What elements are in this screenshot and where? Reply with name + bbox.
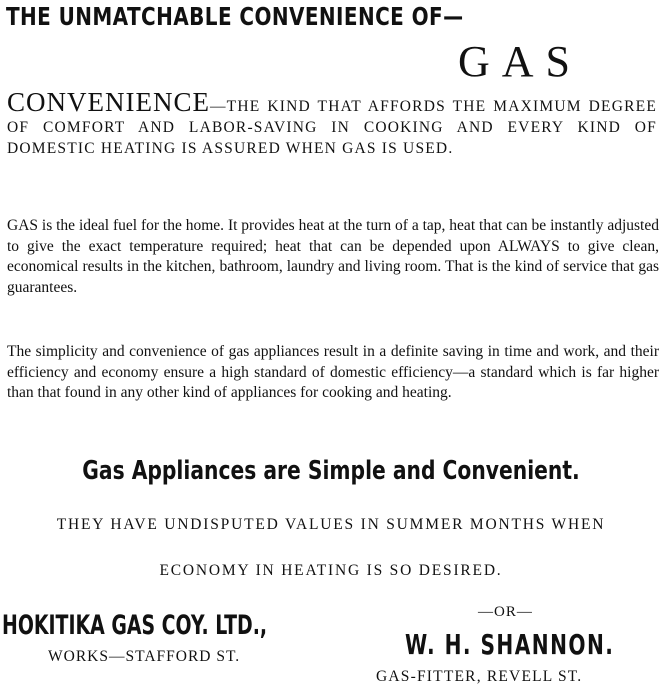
body-paragraph-1: GAS is the ideal fuel for the home. It provides heat at the turn of a tap, heat that can be instantly adjusted to give the exact temperature required; heat that can be depended upon ALWAYS to give clean, economical results in the kitchen, bathroom, laundry and living room. That is the kind of service that gas guarantees. xyxy=(7,217,659,296)
economy-line: ECONOMY IN HEATING IS SO DESIRED. xyxy=(159,562,503,579)
gas-fitter-address: GAS-FITTER, REVELL ST. xyxy=(376,668,583,685)
summer-values-line: THEY HAVE UNDISPUTED VALUES IN SUMMER MONTHS WHEN xyxy=(56,516,606,533)
company-name: HOKITIKA GAS COY. LTD., xyxy=(2,610,268,641)
lead-word: CONVENIENCE xyxy=(7,87,210,117)
lead-paragraph xyxy=(7,87,657,159)
headline: THE UNMATCHABLE CONVENIENCE OF— xyxy=(6,2,464,31)
tagline: Gas Appliances are Simple and Convenient. xyxy=(82,456,580,486)
or-label: —OR— xyxy=(478,604,533,620)
lead-text: —THE KIND THAT AFFORDS THE MAXIMUM DEGREE OF COMFORT AND LABOR-SAVING IN COOKING AND EVERY KIND OF DOMESTIC HEATING IS ASSURED WHEN GAS IS USED. xyxy=(7,98,657,157)
gas-title: GAS xyxy=(457,37,582,86)
company-address: WORKS—STAFFORD ST. xyxy=(48,648,241,665)
gas-fitter-name: W. H. SHANNON. xyxy=(405,628,615,661)
body-paragraph-2: The simplicity and convenience of gas appliances result in a definite saving in time and work, and their efficiency and economy ensure a high standard of domestic efficiency—a standard which is far higher than that found in any other kind of appliances for cooking and heating. xyxy=(7,343,659,401)
